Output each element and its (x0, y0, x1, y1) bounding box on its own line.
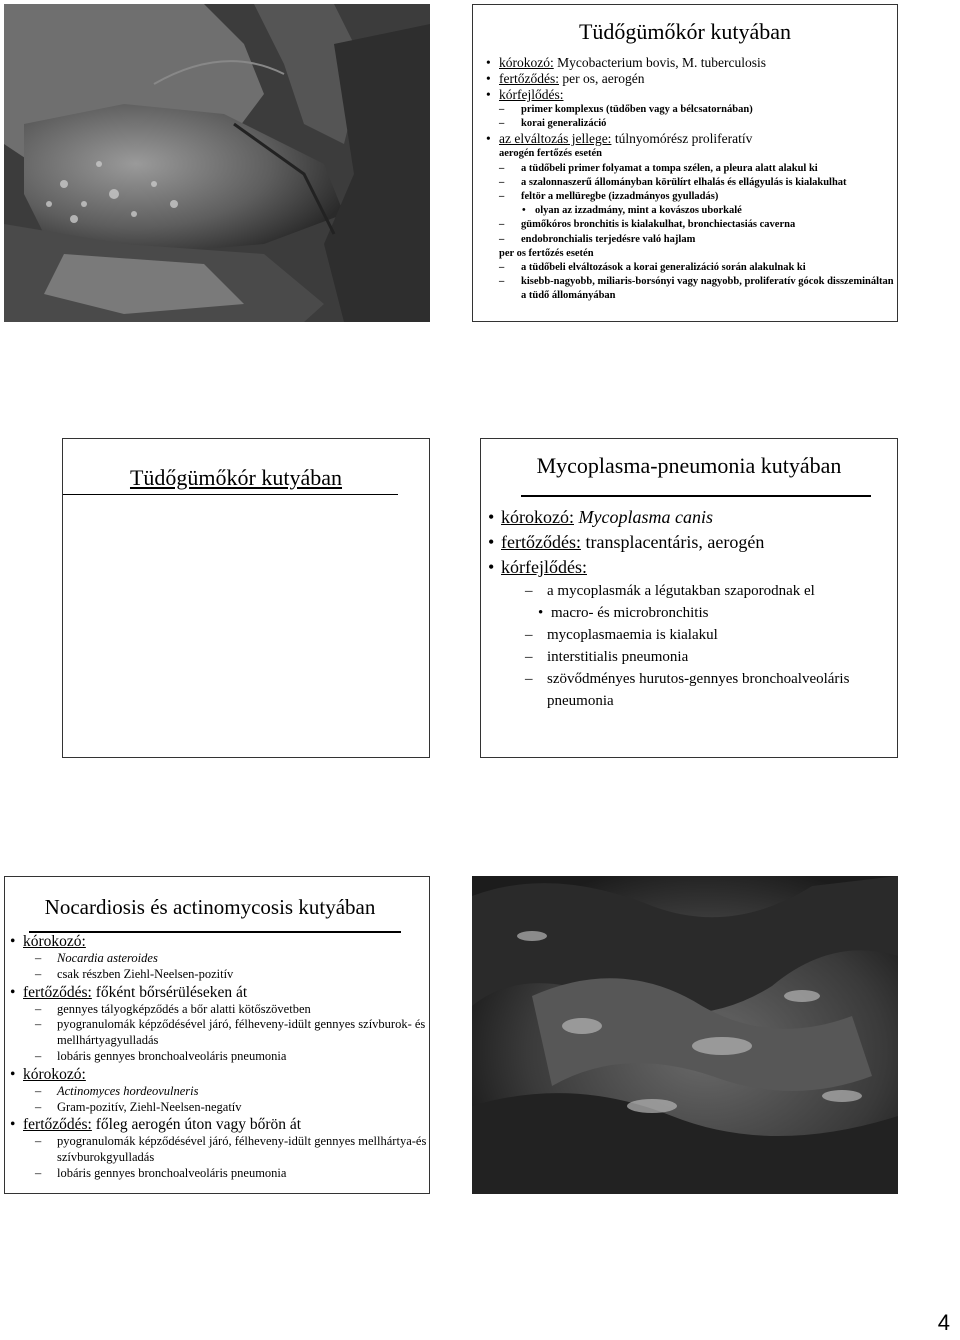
item-text: Mycobacterium bovis, M. tuberculosis (553, 55, 766, 70)
slide3-item (547, 624, 897, 646)
lung-photo-2-image (472, 876, 898, 1194)
item-text: interstitialis pneumonia (547, 649, 689, 665)
slide-3-title: Mycoplasma-pneumonia kutyában (536, 453, 842, 478)
slide1-item (521, 103, 897, 117)
item-text: Mycoplasma canis (573, 507, 713, 527)
slide4-item (57, 1049, 429, 1065)
slide3-item (501, 555, 897, 580)
slide4-item (23, 1115, 429, 1134)
lung-photo-1 (4, 4, 430, 322)
item-text: macro- és microbronchitis (551, 605, 709, 621)
item-text: Actinomyces hordeovulneris (57, 1083, 199, 1098)
item-text: mycoplasmaemia is kialakul (547, 627, 718, 643)
item-label: fertőződés: (501, 532, 581, 552)
item-label: fertőződés: (499, 71, 559, 86)
slide1-item (499, 87, 897, 103)
item-text: per os fertőzés esetén (499, 247, 594, 259)
slide-1 (472, 4, 898, 322)
item-text: a szalonnaszerű állományban körülírt elhalás és ellágyulás is kialakulhat (521, 176, 847, 188)
slide4-item (57, 1134, 429, 1166)
slide-3 (480, 438, 898, 758)
item-text: korai generalizáció (521, 118, 607, 130)
slide4-item (23, 1065, 429, 1084)
item-text: túlnyomórész proliferatív (611, 131, 753, 147)
item-text: kisebb-nagyobb, miliaris-borsónyi vagy nagyobb, proliferatív gócok disszemináltan a tüdő állományában (521, 276, 894, 302)
slide3-item (547, 668, 897, 712)
item-text: főleg aerogén úton vagy bőrön át (91, 1116, 302, 1134)
slide1-item (535, 204, 897, 218)
item-label: kórfejlődés: (499, 87, 564, 102)
item-text: csak részben Ziehl-Neelsen-pozitív (57, 966, 234, 981)
slide1-item (521, 117, 897, 131)
slide3-item (551, 602, 897, 624)
item-text: endobronchialis terjedésre való hajlam (521, 233, 696, 245)
slide4-item (57, 1166, 429, 1182)
item-text: aerogén fertőzés esetén (499, 148, 603, 160)
page-number: 4 (937, 1310, 950, 1335)
item-text: lobáris gennyes bronchoalveoláris pneumonia (57, 1048, 287, 1063)
item-text: főként bőrsérüléseken át (91, 983, 248, 1001)
item-text: szövődményes hurutos-gennyes bronchoalveoláris pneumonia (547, 671, 850, 709)
slide-1-bullets (499, 55, 897, 304)
slide1-item (521, 190, 897, 204)
item-text: pyogranulomák képződésével járó, félheveny-idült gennyes mellhártya-és szívburokgyulladás (57, 1134, 427, 1165)
slide-3-bullets (501, 505, 897, 712)
item-text: gümőkóros bronchitis is kialakulhat, bronchiectasiás caverna (521, 219, 796, 231)
slide3-item (501, 505, 897, 530)
item-text: a mycoplasmák a légutakban szaporodnak el (547, 583, 815, 599)
lung-photo-1-image (4, 4, 430, 322)
slide1-item (499, 71, 897, 87)
slide4-item (57, 1017, 429, 1049)
item-text: feltör a mellüregbe (izzadmányos gyulladás) (521, 191, 719, 203)
slide-4-bullets (23, 932, 429, 1182)
item-text: per os, aerogén (558, 71, 645, 86)
slide4-item (57, 1084, 429, 1100)
slide4-item (57, 951, 429, 967)
item-text: transplacentáris, aerogén (580, 532, 765, 552)
item-text: Gram-pozitív, Ziehl-Neelsen-negatív (57, 1099, 242, 1114)
item-text: Nocardia asteroides (57, 951, 158, 965)
slide-4-title: Nocardiosis és actinomycosis kutyában (44, 895, 376, 919)
slide-2-title: Tüdőgümőkór kutyában (129, 465, 343, 490)
slide-1-title: Tüdőgümőkór kutyában (578, 19, 792, 44)
item-text: olyan az izzadmány, mint a kovászos uborkalé (535, 205, 742, 217)
slide1-item (521, 275, 897, 303)
item-label: kórokozó: (23, 933, 86, 950)
item-label: fertőződés: (23, 983, 92, 1001)
slide1-item (521, 218, 897, 232)
lung-photo-2 (472, 876, 898, 1194)
item-label: az elváltozás jellege: (499, 131, 612, 147)
slide4-item (57, 1002, 429, 1018)
slide1-item (521, 176, 897, 190)
slide3-item (547, 580, 897, 602)
slide1-item (499, 55, 897, 71)
slide-2-title-rule (62, 494, 398, 495)
item-text: pyogranulomák képződésével járó, félheveny-idült gennyes szívburok- és mellhártyagyulladás (57, 1017, 426, 1048)
item-label: kórokozó: (501, 507, 574, 527)
slide4-item (57, 967, 429, 983)
item-text: gennyes tályogképződés a bőr alatti kötőszövetben (57, 1001, 311, 1016)
slide3-item (547, 646, 897, 668)
item-text: a tüdőbeli elváltozások a korai generalizáció során alakulnak ki (521, 262, 806, 274)
slide1-item (521, 261, 897, 275)
item-text: primer komplexus (tüdőben vagy a bélcsatornában) (521, 104, 753, 115)
slide1-item (499, 131, 897, 147)
item-label: kórfejlődés: (501, 557, 587, 577)
item-label: fertőződés: (23, 1116, 92, 1134)
item-text: lobáris gennyes bronchoalveoláris pneumonia (57, 1165, 287, 1180)
slide-4 (4, 876, 430, 1194)
slide3-item (501, 530, 897, 555)
slide1-item (499, 147, 897, 161)
slide-2 (62, 438, 430, 758)
slide1-item (521, 162, 897, 176)
item-label: kórokozó: (23, 1065, 86, 1083)
item-label: kórokozó: (499, 55, 554, 70)
slide4-item (57, 1100, 429, 1116)
slide-3-title-rule (521, 495, 871, 497)
slide1-item (521, 233, 897, 247)
slide1-item (499, 247, 897, 261)
slide4-item (23, 932, 429, 951)
slide4-item (23, 983, 429, 1002)
item-text: a tüdőbeli primer folyamat a tompa szélen, a pleura alatt alakul ki (521, 162, 818, 174)
